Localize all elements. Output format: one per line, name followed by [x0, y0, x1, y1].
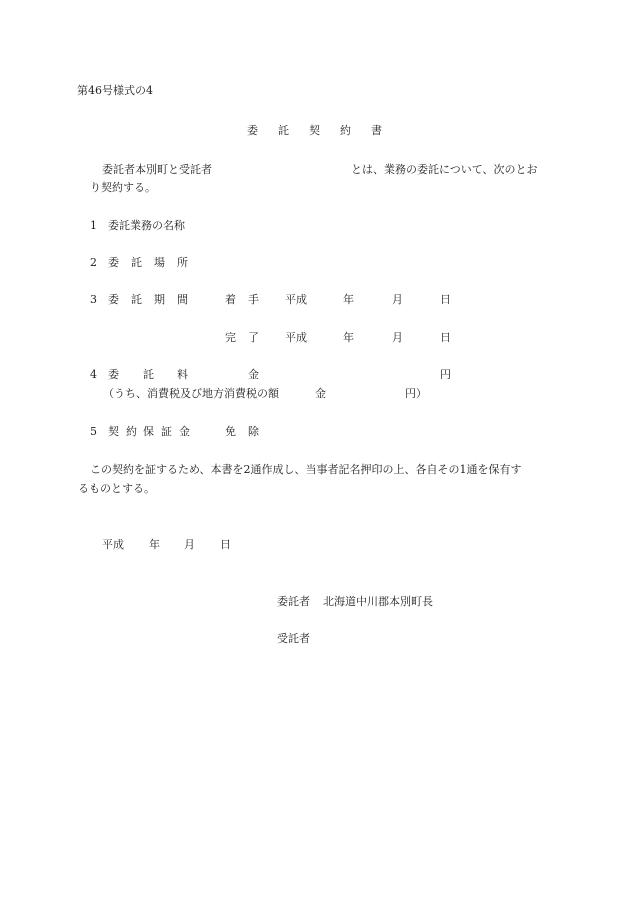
item-5-label-char: 証 — [161, 425, 172, 438]
end-month: 月 — [392, 331, 403, 344]
item-3-label-char: 期 — [154, 293, 165, 306]
closing-text-2: るものとする。 — [78, 482, 155, 495]
title-char: 約 — [340, 124, 351, 137]
item-5-label-char: 契 — [108, 425, 119, 438]
consignor-name: 北海道中川郡本別町長 — [323, 595, 433, 608]
tax-kin: 金 — [315, 387, 326, 400]
end-day: 日 — [440, 331, 451, 344]
item-3-label-char: 委 — [108, 293, 119, 306]
start-char: 着 — [225, 293, 236, 306]
item-3-number: 3 — [90, 293, 97, 306]
end-char: 完 — [225, 331, 236, 344]
guarantee-value-char: 免 — [225, 425, 236, 438]
item-2-label-char: 場 — [154, 256, 165, 269]
start-year: 年 — [343, 293, 354, 306]
end-char: 了 — [248, 331, 259, 344]
title-char: 委 — [247, 124, 258, 137]
tax-note: （うち、消費税及び地方消費税の額 — [103, 387, 279, 400]
start-char: 手 — [248, 293, 259, 306]
end-era: 平成 — [285, 331, 307, 344]
item-2-label-char: 所 — [177, 256, 188, 269]
intro-text-b: とは、業務の委託について、次のとお — [351, 163, 538, 176]
item-4-label-char: 託 — [143, 368, 154, 381]
end-year: 年 — [343, 331, 354, 344]
item-4-number: 4 — [90, 368, 97, 381]
item-5-label-char: 保 — [143, 425, 154, 438]
item-3-label-char: 託 — [131, 293, 142, 306]
consignee-label: 受託者 — [277, 632, 310, 645]
item-5-number: 5 — [90, 425, 97, 438]
start-month: 月 — [392, 293, 403, 306]
tax-yen: 円） — [405, 387, 427, 400]
title-char: 書 — [371, 124, 382, 137]
item-1-label: 委託業務の名称 — [108, 219, 185, 232]
fee-kin: 金 — [248, 368, 259, 381]
item-3-label-char: 間 — [177, 293, 188, 306]
start-era: 平成 — [285, 293, 307, 306]
title-char: 契 — [309, 124, 320, 137]
item-4-label-char: 委 — [108, 368, 119, 381]
item-4-label-char: 料 — [177, 368, 188, 381]
item-2-label-char: 委 — [108, 256, 119, 269]
fee-yen: 円 — [440, 368, 451, 381]
item-1-number: 1 — [90, 219, 97, 232]
intro-text-c: り契約する。 — [90, 181, 156, 194]
form-number: 第46号様式の4 — [77, 84, 153, 97]
start-day: 日 — [440, 293, 451, 306]
intro-text-a: 委託者本別町と受託者 — [102, 163, 212, 176]
consignor-label: 委託者 — [277, 595, 310, 608]
date-day: 日 — [220, 538, 231, 551]
guarantee-value-char: 除 — [248, 425, 259, 438]
date-year: 年 — [149, 538, 160, 551]
title-char: 託 — [278, 124, 289, 137]
closing-text-1: この契約を証するため、本書を2通作成し、当事者記名押印の上、各自その1通を保有す — [90, 463, 522, 476]
item-2-label-char: 託 — [131, 256, 142, 269]
item-5-label-char: 約 — [126, 425, 137, 438]
item-2-number: 2 — [90, 256, 97, 269]
date-month: 月 — [184, 538, 195, 551]
date-era: 平成 — [102, 538, 124, 551]
item-5-label-char: 金 — [179, 425, 190, 438]
